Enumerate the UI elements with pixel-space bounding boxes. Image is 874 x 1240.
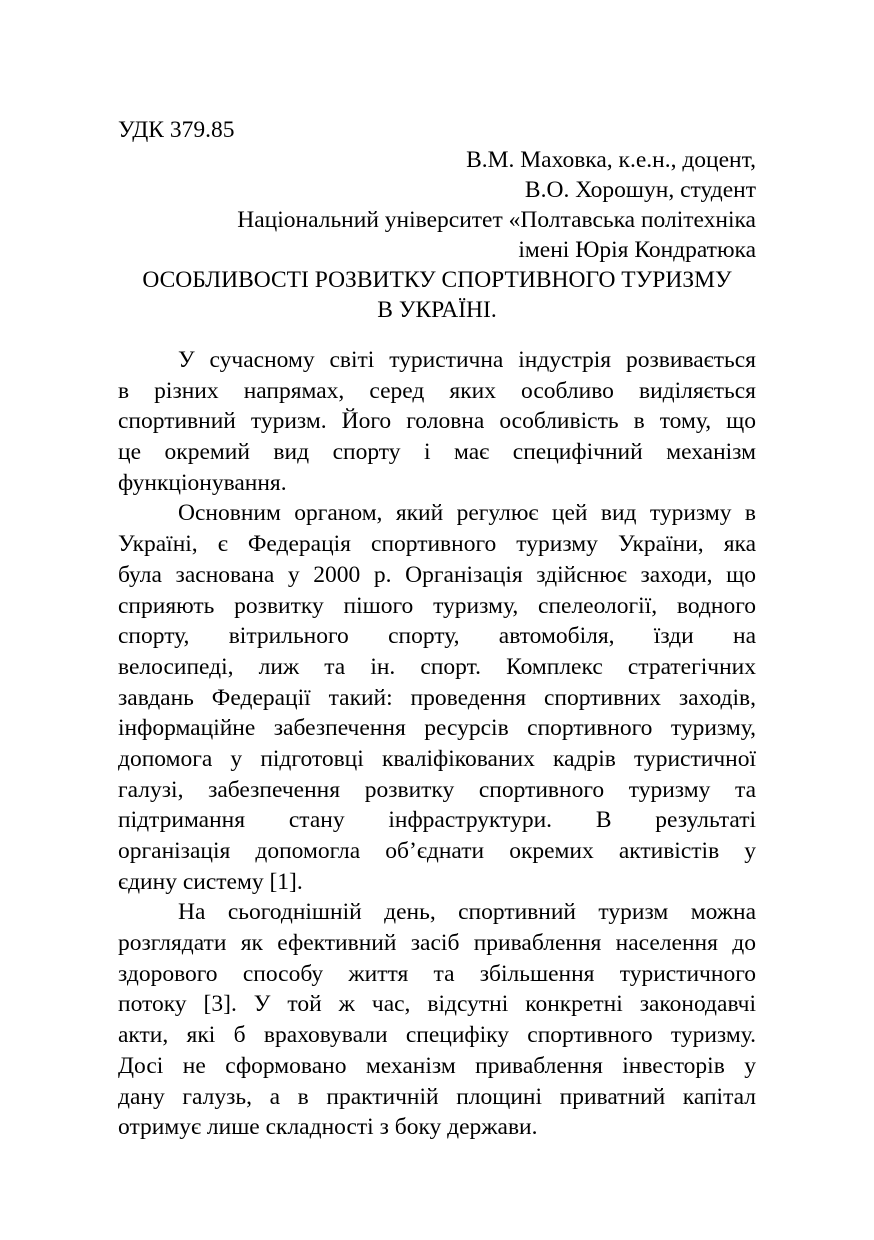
text-line: підтримання стану інфраструктури. В результаті xyxy=(118,807,756,834)
text-line: галузі, забезпечення розвитку спортивного туризму та xyxy=(118,776,756,803)
article-header xyxy=(118,115,756,325)
text-line: отримує лише складності з боку держави. xyxy=(118,1114,538,1141)
text-line: в різних напрямах, серед яких особливо виділяється xyxy=(118,377,756,404)
text-line: спорту, вітрильного спорту, автомобіля, їзди на xyxy=(118,623,756,650)
text-line: У сучасному світі туристична індустрія розвивається xyxy=(178,347,756,373)
article-title-line-1: ОСОБЛИВОСТІ РОЗВИТКУ СПОРТИВНОГО ТУРИЗМУ xyxy=(142,267,732,293)
affiliation-line-1: Національний університет «Полтавська політехніка xyxy=(237,207,756,233)
text-line: На сьогоднішній день, спортивний туризм можна xyxy=(178,899,756,926)
paragraph xyxy=(118,345,756,498)
text-line: велосипеді, лиж та ін. спорт. Комплекс стратегічних xyxy=(118,653,756,680)
author-2: В.О. Хорошун, студент xyxy=(524,177,756,203)
text-line: розглядати як ефективний засіб приваблення населення до xyxy=(118,930,756,957)
text-line: Основним органом, який регулює цей вид туризму в xyxy=(178,500,756,527)
text-line: Досі не сформовано механізм приваблення інвесторів у xyxy=(118,1052,756,1079)
text-line: спортивний туризм. Його головна особливість в тому, що xyxy=(118,408,756,435)
text-line: здорового способу життя та збільшення туристичного xyxy=(118,960,756,987)
text-line: дану галузь, а в практичній площині приватний капітал xyxy=(118,1083,756,1110)
text-line: єдину систему [1]. xyxy=(118,868,303,895)
text-line: допомога у підготовці кваліфікованих кадрів туристичної xyxy=(118,745,756,772)
article-body xyxy=(118,345,756,1143)
text-line: сприяють розвитку пішого туризму, спелеології, водного xyxy=(118,592,756,619)
text-line: потоку [3]. У той ж час, відсутні конкретні законодавчі xyxy=(118,991,756,1018)
text-line: це окремий вид спорту і має специфічний механізм xyxy=(118,439,756,466)
paragraph xyxy=(118,498,756,897)
affiliation-line-2: імені Юрія Кондратюка xyxy=(518,237,756,263)
author-1: В.М. Маховка, к.е.н., доцент, xyxy=(466,147,756,173)
udc-code: УДК 379.85 xyxy=(118,117,235,143)
text-line: була заснована у 2000 р. Організація здійснює заходи, що xyxy=(118,561,756,588)
text-line: завдань Федерації такий: проведення спортивних заходів, xyxy=(118,684,756,711)
text-line: функціонування. xyxy=(118,469,287,496)
text-line: організація допомогла об’єднати окремих активістів у xyxy=(118,838,756,864)
article-title-line-2: В УКРАЇНІ. xyxy=(377,297,497,323)
paragraph xyxy=(118,897,756,1143)
text-line: Україні, є Федерація спортивного туризму України, яка xyxy=(118,531,756,558)
text-line: інформаційне забезпечення ресурсів спортивного туризму, xyxy=(118,715,756,742)
text-line: акти, які б враховували специфіку спортивного туризму. xyxy=(118,1022,756,1049)
